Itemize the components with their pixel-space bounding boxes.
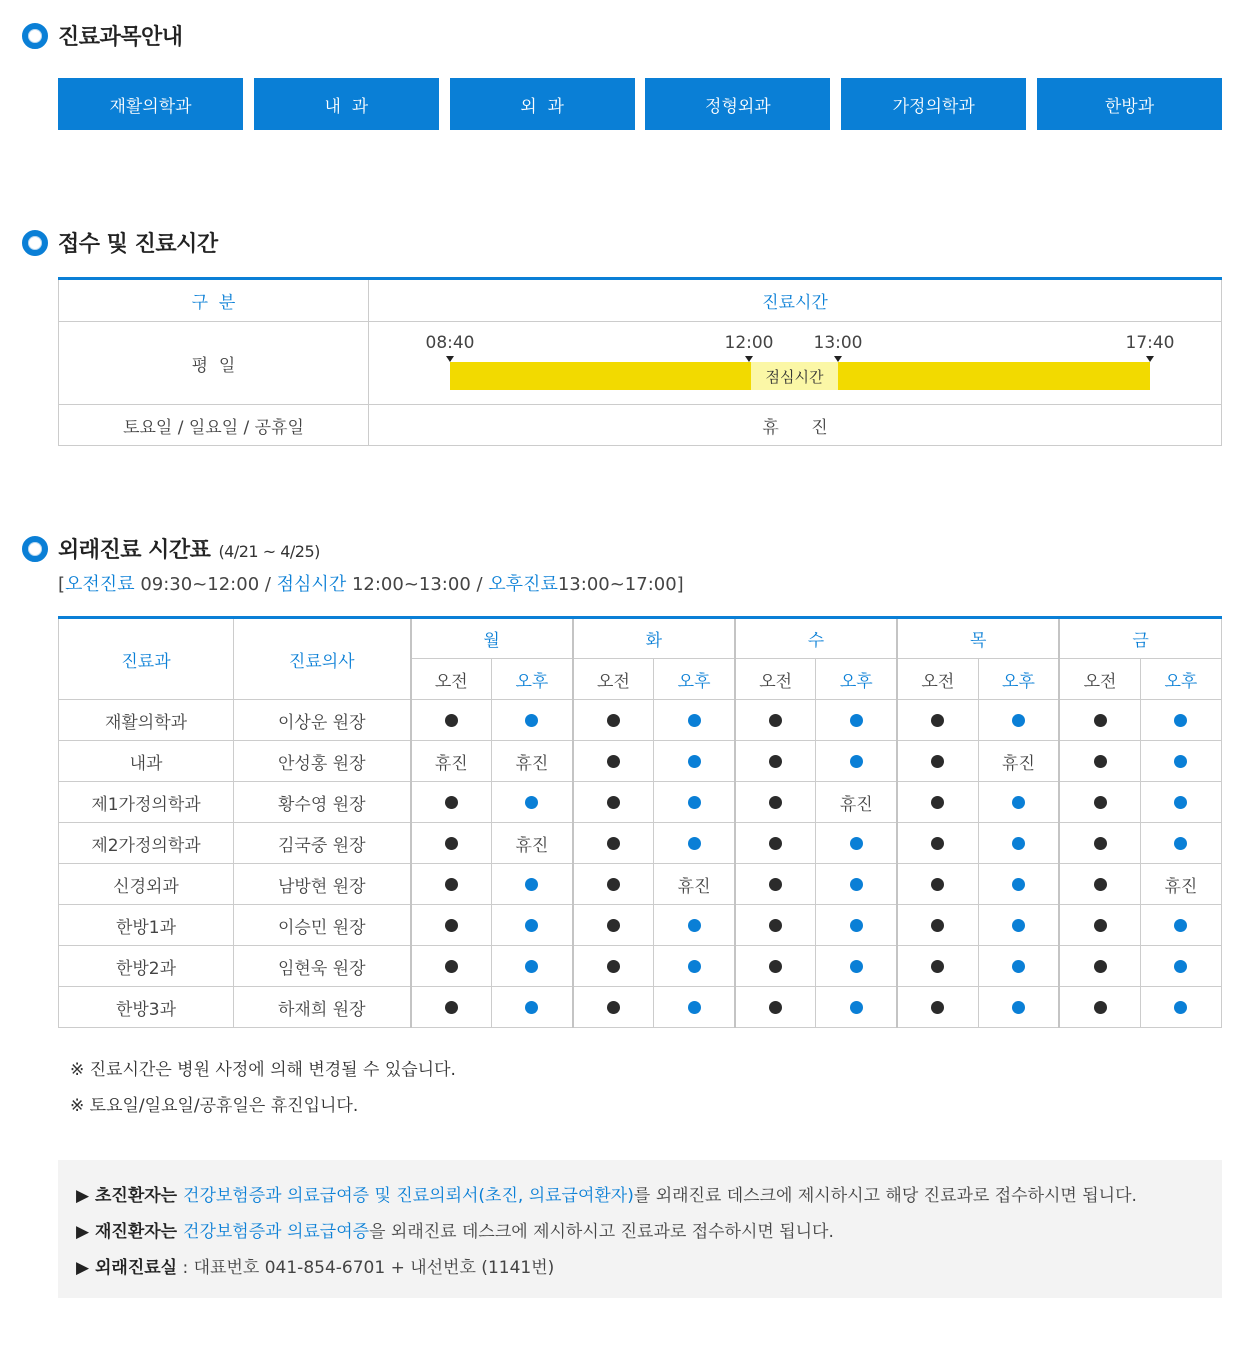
dept-button-family[interactable]: 가정의학과 — [841, 78, 1026, 130]
am-available-dot-icon — [769, 796, 782, 809]
pm-available-dot-icon — [1012, 714, 1025, 727]
slot-cell — [897, 823, 978, 864]
dept-button-internal[interactable]: 내 과 — [254, 78, 439, 130]
day-header: 화 — [573, 618, 735, 659]
am-available-dot-icon — [1094, 755, 1107, 768]
am-available-dot-icon — [769, 919, 782, 932]
section-bullet-icon — [22, 536, 48, 562]
slot-cell — [735, 905, 816, 946]
dept-button-orthopedics[interactable]: 정형외과 — [645, 78, 830, 130]
slot-cell — [411, 905, 492, 946]
slot-cell — [573, 905, 654, 946]
schedule-row — [59, 864, 1222, 905]
pm-available-dot-icon — [525, 878, 538, 891]
dept-cell: 내과 — [59, 741, 234, 782]
day-header: 수 — [735, 618, 897, 659]
schedule-row — [59, 905, 1222, 946]
hours-section-title — [22, 227, 218, 258]
slot-cell — [492, 987, 573, 1028]
slot-cell — [897, 946, 978, 987]
slot-cell — [573, 864, 654, 905]
am-header: 오전 — [735, 659, 816, 700]
slot-cell — [735, 946, 816, 987]
slot-cell — [816, 987, 897, 1028]
slot-cell — [978, 987, 1059, 1028]
slot-cell — [897, 987, 978, 1028]
slot-cell — [816, 946, 897, 987]
info-line-revisit: ▶ 재진환자는 건강보험증과 의료급여증을 외래진료 데스크에 제시하시고 진료과로 접수하시면 됩니다. — [76, 1222, 834, 1242]
pm-header: 오후 — [654, 659, 735, 700]
slot-cell — [573, 782, 654, 823]
dept-cell: 한방1과 — [59, 905, 234, 946]
schedule-table — [58, 616, 1222, 1028]
slot-cell — [897, 905, 978, 946]
schedule-row — [59, 823, 1222, 864]
pm-available-dot-icon — [1174, 1001, 1187, 1014]
slot-cell — [654, 741, 735, 782]
department-buttons — [58, 78, 1222, 130]
slot-cell — [573, 700, 654, 741]
pm-header: 오후 — [492, 659, 573, 700]
slot-cell — [816, 864, 897, 905]
am-available-dot-icon — [769, 1001, 782, 1014]
am-available-dot-icon — [931, 837, 944, 850]
schedule-row — [59, 782, 1222, 823]
am-header: 오전 — [573, 659, 654, 700]
pm-available-dot-icon — [850, 837, 863, 850]
doctor-cell: 남방현 원장 — [234, 864, 411, 905]
am-available-dot-icon — [931, 796, 944, 809]
am-available-dot-icon — [1094, 837, 1107, 850]
slot-cell — [654, 823, 735, 864]
pm-available-dot-icon — [1174, 837, 1187, 850]
pm-available-dot-icon — [1012, 1001, 1025, 1014]
am-available-dot-icon — [769, 755, 782, 768]
am-available-dot-icon — [445, 1001, 458, 1014]
time-label-open: 08:40 — [425, 333, 475, 353]
slot-cell — [573, 823, 654, 864]
dept-cell: 재활의학과 — [59, 700, 234, 741]
am-available-dot-icon — [445, 714, 458, 727]
am-available-dot-icon — [769, 960, 782, 973]
slot-cell — [735, 823, 816, 864]
hours-header-time: 진료시간 — [369, 279, 1222, 322]
pm-header: 오후 — [978, 659, 1059, 700]
dept-cell: 제1가정의학과 — [59, 782, 234, 823]
doctor-cell: 김국중 원장 — [234, 823, 411, 864]
slot-cell — [573, 741, 654, 782]
schedule-time-note: [오전진료 09:30~12:00 / 점심시간 12:00~13:00 / 오후진료13:00~17:00] — [58, 574, 684, 595]
am-available-dot-icon — [607, 878, 620, 891]
schedule-row — [59, 700, 1222, 741]
slot-cell — [978, 782, 1059, 823]
slot-cell — [816, 823, 897, 864]
am-available-dot-icon — [607, 837, 620, 850]
slot-cell — [654, 782, 735, 823]
slot-cell — [978, 946, 1059, 987]
am-available-dot-icon — [607, 919, 620, 932]
am-available-dot-icon — [1094, 714, 1107, 727]
section-bullet-icon — [22, 230, 48, 256]
pm-available-dot-icon — [1174, 796, 1187, 809]
am-available-dot-icon — [769, 714, 782, 727]
pm-available-dot-icon — [850, 878, 863, 891]
doctor-cell: 황수영 원장 — [234, 782, 411, 823]
slot-cell — [573, 946, 654, 987]
am-available-dot-icon — [931, 1001, 944, 1014]
schedule-section-title — [22, 533, 320, 564]
pm-available-dot-icon — [850, 755, 863, 768]
doctor-cell: 안성홍 원장 — [234, 741, 411, 782]
slot-cell — [1140, 987, 1221, 1028]
am-available-dot-icon — [445, 796, 458, 809]
pm-available-dot-icon — [525, 1001, 538, 1014]
pm-available-dot-icon — [850, 960, 863, 973]
slot-cell — [654, 700, 735, 741]
pm-available-dot-icon — [688, 755, 701, 768]
am-available-dot-icon — [769, 837, 782, 850]
slot-cell — [1059, 946, 1140, 987]
day-header: 월 — [411, 618, 573, 659]
slot-cell — [1059, 987, 1140, 1028]
slot-cell — [492, 946, 573, 987]
hours-header-category: 구 분 — [59, 279, 369, 322]
dept-cell: 제2가정의학과 — [59, 823, 234, 864]
slot-cell — [1059, 905, 1140, 946]
slot-cell — [654, 946, 735, 987]
am-available-dot-icon — [1094, 960, 1107, 973]
slot-cell — [654, 905, 735, 946]
am-available-dot-icon — [607, 714, 620, 727]
slot-cell — [1140, 905, 1221, 946]
pm-available-dot-icon — [688, 919, 701, 932]
info-line-first-visit: ▶ 초진환자는 건강보험증과 의료급여증 및 진료의뢰서(초진, 의료급여환자)를 외래진료 데스크에 제시하시고 해당 진료과로 접수하시면 됩니다. — [76, 1186, 1137, 1206]
doctor-cell: 이상운 원장 — [234, 700, 411, 741]
am-available-dot-icon — [607, 755, 620, 768]
dept-cell: 한방2과 — [59, 946, 234, 987]
pm-available-dot-icon — [1012, 919, 1025, 932]
slot-cell — [492, 864, 573, 905]
slot-cell — [897, 741, 978, 782]
slot-cell — [897, 782, 978, 823]
am-available-dot-icon — [1094, 1001, 1107, 1014]
am-available-dot-icon — [445, 878, 458, 891]
slot-cell — [978, 864, 1059, 905]
pm-available-dot-icon — [525, 714, 538, 727]
closed-cell: 휴진 — [411, 741, 492, 782]
am-available-dot-icon — [931, 919, 944, 932]
slot-cell — [1140, 823, 1221, 864]
time-label-lunch-end: 13:00 — [813, 333, 863, 353]
slot-cell — [573, 987, 654, 1028]
pm-available-dot-icon — [1174, 960, 1187, 973]
pm-available-dot-icon — [1012, 878, 1025, 891]
slot-cell — [411, 823, 492, 864]
time-label-close: 17:40 — [1125, 333, 1175, 353]
slot-cell — [492, 905, 573, 946]
slot-cell — [735, 700, 816, 741]
am-available-dot-icon — [769, 878, 782, 891]
pm-available-dot-icon — [1174, 755, 1187, 768]
day-header: 금 — [1059, 618, 1221, 659]
slot-cell — [816, 905, 897, 946]
slot-cell — [978, 700, 1059, 741]
pm-available-dot-icon — [688, 837, 701, 850]
slot-cell — [1140, 741, 1221, 782]
notes — [70, 1052, 456, 1124]
am-available-dot-icon — [607, 796, 620, 809]
am-available-dot-icon — [445, 960, 458, 973]
dept-button-surgery[interactable]: 외 과 — [450, 78, 635, 130]
pm-available-dot-icon — [1012, 960, 1025, 973]
weekday-label: 평 일 — [59, 322, 369, 405]
slot-cell — [1059, 823, 1140, 864]
am-available-dot-icon — [445, 919, 458, 932]
schedule-range: (4/21 ~ 4/25) — [218, 542, 320, 561]
pm-available-dot-icon — [688, 714, 701, 727]
slot-cell — [654, 987, 735, 1028]
am-available-dot-icon — [931, 878, 944, 891]
time-label-lunch-start: 12:00 — [724, 333, 774, 353]
am-header: 오전 — [1059, 659, 1140, 700]
slot-cell — [1140, 782, 1221, 823]
schedule-row — [59, 741, 1222, 782]
doctor-cell: 하재희 원장 — [234, 987, 411, 1028]
hours-timeline — [369, 322, 1221, 404]
dept-cell: 신경외과 — [59, 864, 234, 905]
am-available-dot-icon — [1094, 796, 1107, 809]
slot-cell — [978, 823, 1059, 864]
weekend-label: 토요일 / 일요일 / 공휴일 — [59, 405, 369, 446]
am-available-dot-icon — [1094, 878, 1107, 891]
pm-available-dot-icon — [850, 714, 863, 727]
note-item: ※ 진료시간은 병원 사정에 의해 변경될 수 있습니다. — [70, 1060, 456, 1080]
slot-cell — [411, 700, 492, 741]
am-available-dot-icon — [931, 714, 944, 727]
weekend-value: 휴 진 — [369, 405, 1222, 446]
slot-cell — [1059, 864, 1140, 905]
slot-cell — [411, 987, 492, 1028]
slot-cell — [411, 864, 492, 905]
departments-heading: 진료과목안내 — [58, 25, 183, 50]
pm-available-dot-icon — [525, 919, 538, 932]
pm-header: 오후 — [816, 659, 897, 700]
slot-cell — [411, 946, 492, 987]
pm-available-dot-icon — [688, 796, 701, 809]
closed-cell: 휴진 — [492, 823, 573, 864]
slot-cell — [816, 741, 897, 782]
slot-cell — [1059, 782, 1140, 823]
dept-button-oriental[interactable]: 한방과 — [1037, 78, 1222, 130]
pm-available-dot-icon — [850, 1001, 863, 1014]
info-line-outpatient: ▶ 외래진료실 : 대표번호 041-854-6701 + 내선번호 (1141번) — [76, 1258, 555, 1278]
pm-available-dot-icon — [525, 960, 538, 973]
slot-cell — [1059, 741, 1140, 782]
pm-available-dot-icon — [688, 960, 701, 973]
am-available-dot-icon — [1094, 919, 1107, 932]
slot-cell — [1059, 700, 1140, 741]
dept-button-rehab[interactable]: 재활의학과 — [58, 78, 243, 130]
slot-cell — [492, 782, 573, 823]
pm-available-dot-icon — [525, 796, 538, 809]
closed-cell: 휴진 — [816, 782, 897, 823]
closed-cell: 휴진 — [1140, 864, 1221, 905]
closed-cell: 휴진 — [492, 741, 573, 782]
hours-table — [58, 277, 1222, 446]
departments-section-title — [22, 20, 183, 51]
slot-cell — [492, 700, 573, 741]
slot-cell — [897, 700, 978, 741]
closed-cell: 휴진 — [978, 741, 1059, 782]
lunch-block: 점심시간 — [751, 362, 838, 390]
am-header: 오전 — [897, 659, 978, 700]
day-header: 목 — [897, 618, 1059, 659]
am-available-dot-icon — [931, 755, 944, 768]
col-dept-header: 진료과 — [59, 618, 234, 700]
note-item: ※ 토요일/일요일/공휴일은 휴진입니다. — [70, 1096, 359, 1116]
dept-cell: 한방3과 — [59, 987, 234, 1028]
am-header: 오전 — [411, 659, 492, 700]
schedule-row — [59, 987, 1222, 1028]
info-box — [58, 1160, 1222, 1298]
slot-cell — [816, 700, 897, 741]
am-available-dot-icon — [607, 960, 620, 973]
slot-cell — [735, 782, 816, 823]
am-available-dot-icon — [931, 960, 944, 973]
slot-cell — [735, 987, 816, 1028]
pm-available-dot-icon — [688, 1001, 701, 1014]
slot-cell — [411, 782, 492, 823]
slot-cell — [1140, 700, 1221, 741]
pm-available-dot-icon — [1174, 714, 1187, 727]
slot-cell — [978, 905, 1059, 946]
pm-available-dot-icon — [1012, 837, 1025, 850]
pm-available-dot-icon — [1174, 919, 1187, 932]
slot-cell — [1140, 946, 1221, 987]
closed-cell: 휴진 — [654, 864, 735, 905]
hours-heading: 접수 및 진료시간 — [58, 232, 218, 257]
schedule-row — [59, 946, 1222, 987]
section-bullet-icon — [22, 23, 48, 49]
slot-cell — [897, 864, 978, 905]
pm-available-dot-icon — [850, 919, 863, 932]
slot-cell — [735, 741, 816, 782]
doctor-cell: 이승민 원장 — [234, 905, 411, 946]
pm-header: 오후 — [1140, 659, 1221, 700]
am-available-dot-icon — [607, 1001, 620, 1014]
doctor-cell: 임현욱 원장 — [234, 946, 411, 987]
slot-cell — [735, 864, 816, 905]
col-doctor-header: 진료의사 — [234, 618, 411, 700]
schedule-heading: 외래진료 시간표 (4/21 ~ 4/25) — [58, 538, 320, 563]
pm-available-dot-icon — [1012, 796, 1025, 809]
am-available-dot-icon — [445, 837, 458, 850]
